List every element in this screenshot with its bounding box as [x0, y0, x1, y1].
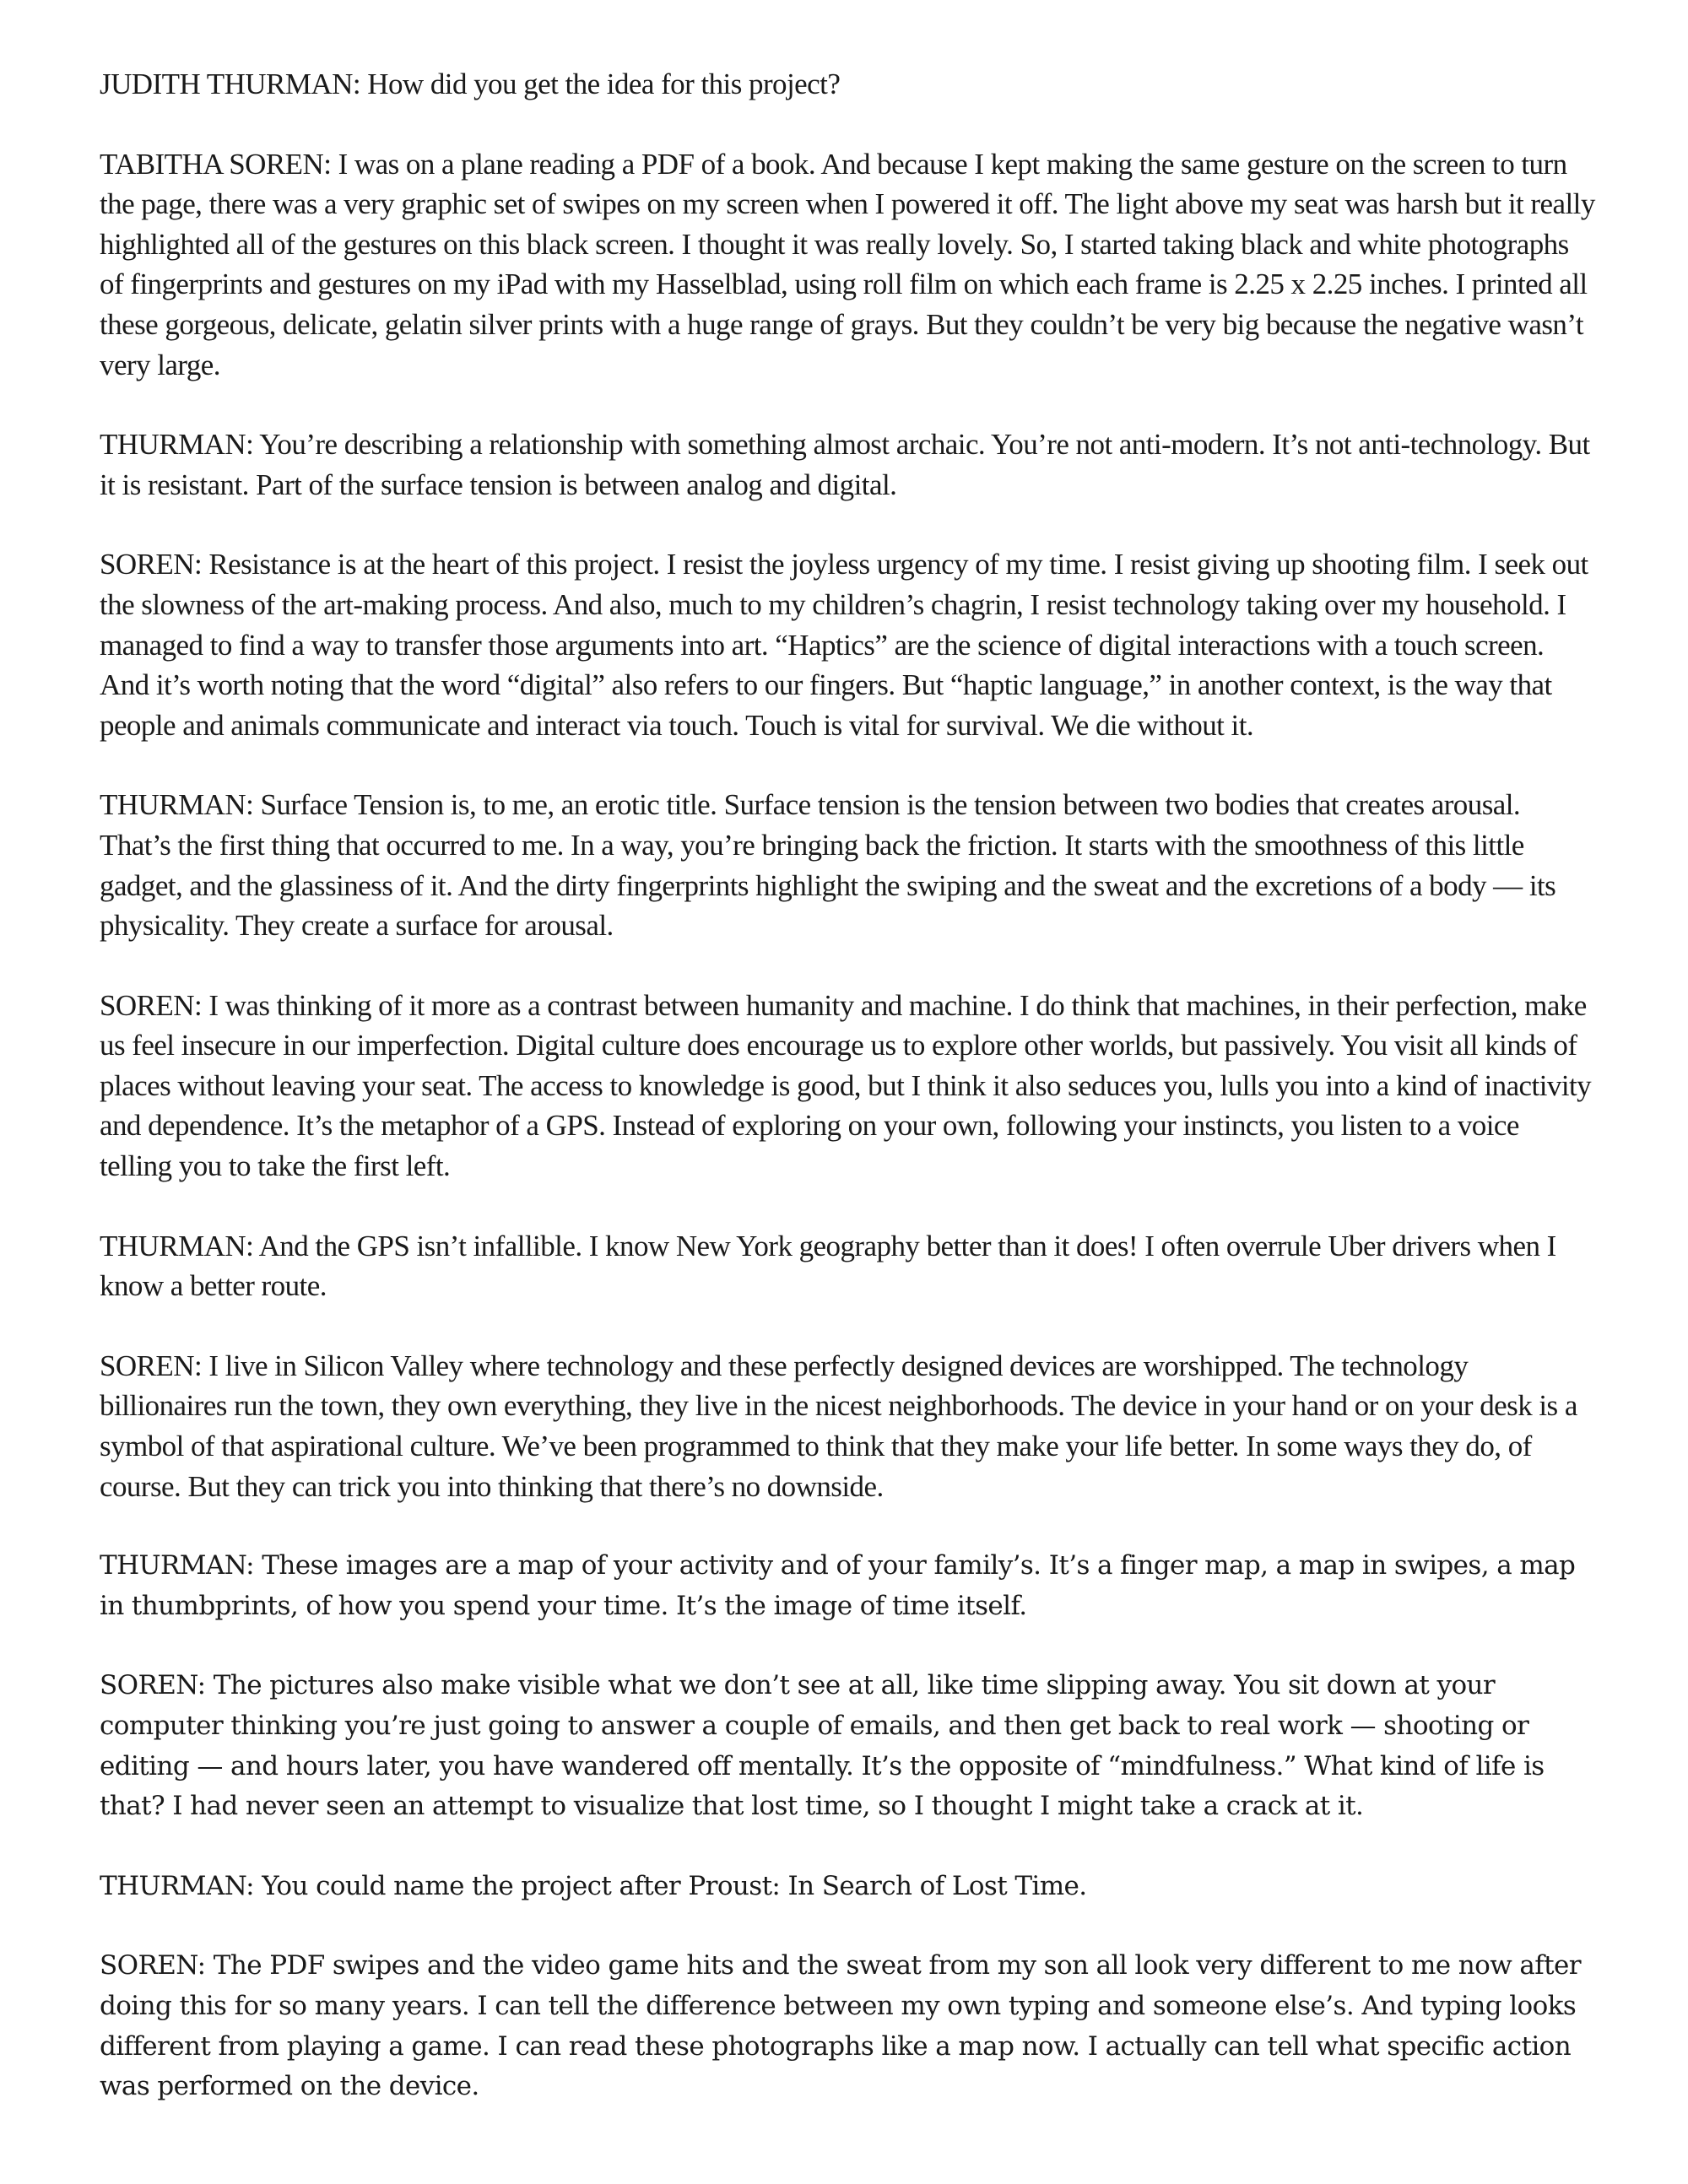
interview-paragraph	[100, 424, 1595, 505]
paragraph-text: You’re describing a relationship with something almost archaic. You’re not anti-modern. It’s not anti-technology. But it is resistant. Part of the surface tension is between analog and digital.	[100, 428, 1590, 501]
interview-paragraph	[100, 1546, 1595, 1626]
interview-paragraph	[100, 144, 1595, 386]
interview-paragraph	[100, 1867, 1595, 1907]
paragraph-text: And the GPS isn’t infallible. I know New York geography better than it does! I often overrule Uber drivers when I know a better route.	[100, 1229, 1556, 1303]
speaker-name: THURMAN:	[100, 1870, 254, 1901]
speaker-name: SOREN:	[100, 1670, 206, 1701]
speaker-name: JUDITH THURMAN:	[100, 68, 361, 100]
paragraph-text: You could name the project after Proust: In Search of Lost Time.	[262, 1870, 1087, 1901]
speaker-name: THURMAN:	[100, 428, 254, 462]
speaker-name: SOREN:	[100, 1950, 206, 1981]
interview-paragraph	[100, 1666, 1595, 1826]
interview-paragraph	[100, 785, 1595, 945]
interview-paragraph	[100, 1226, 1595, 1306]
paragraph-text: The pictures also make visible what we don’t see at all, like time slipping away. You sit down at your computer thinking you’re just going to answer a couple of emails, and then get back to real work — shooting or editing — and hours later, you have wandered off mentally. It’s the opposite of “mindfulness.” What kind of life is that? I had never seen an attempt to visualize that lost time, so I thought I might take a crack at it.	[100, 1670, 1545, 1822]
interview-paragraph	[100, 986, 1595, 1187]
speaker-name: SOREN:	[100, 988, 203, 1022]
speaker-name: SOREN:	[100, 548, 203, 581]
paragraph-text: How did you get the idea for this project?	[367, 68, 841, 100]
interview-paragraph	[100, 544, 1595, 745]
paragraph-text: I live in Silicon Valley where technology and these perfectly designed devices are worshipped. The technology billionaires run the town, they own everything, they live in the nicest neighborhoods. The device in your hand or on your desk is a symbol of that aspirational culture. We’ve been programmed to think that they make your life better. In some ways they do, of course. But they can trick you into thinking that there’s no downside.	[100, 1349, 1577, 1503]
paragraph-text: The PDF swipes and the video game hits and the sweat from my son all look very different to me now after doing this for so many years. I can tell the difference between my own typing and someone else’s. And typing looks different from playing a game. I can read these photographs like a map now. I actually can tell what specific action was performed on the device.	[100, 1950, 1581, 2102]
paragraph-text: Resistance is at the heart of this project. I resist the joyless urgency of my time. I resist giving up shooting film. I seek out the slowness of the art-making process. And also, much to my children’s chagrin, I resist technology taking over my household. I managed to find a way to transfer those arguments into art. “Haptics” are the science of digital interactions with a touch screen. And it’s worth noting that the word “digital” also refers to our fingers. But “haptic language,” in another context, is the way that people and animals communicate and interact via touch. Touch is vital for survival. We die without it.	[100, 548, 1588, 742]
speaker-name: TABITHA SOREN:	[100, 147, 332, 181]
interview-paragraph	[100, 64, 1595, 105]
speaker-name: SOREN:	[100, 1349, 203, 1382]
speaker-name: THURMAN:	[100, 1550, 254, 1581]
paragraph-text: Surface Tension is, to me, an erotic title. Surface tension is the tension between two bodies that creates arousal. That’s the first thing that occurred to me. In a way, you’re bringing back the friction. It starts with the smoothness of this little gadget, and the glassiness of it. And the dirty fingerprints highlight the swiping and the sweat and the excretions of a body — its physicality. They create a surface for arousal.	[100, 788, 1556, 943]
interview-document	[100, 64, 1595, 2147]
interview-paragraph	[100, 1346, 1595, 1506]
paragraph-text: I was on a plane reading a PDF of a book. And because I kept making the same gesture on the screen to turn the page, there was a very graphic set of swipes on my screen when I powered it off. The light above my seat was harsh but it really highlighted all of the gestures on this black screen. I thought it was really lovely. So, I started taking black and white photographs of fingerprints and gestures on my iPad with my Hasselblad, using roll film on which each frame is 2.25 x 2.25 inches. I printed all these gorgeous, delicate, gelatin silver prints with a huge range of grays. But they couldn’t be very big because the negative wasn’t very large.	[100, 147, 1595, 381]
speaker-name: THURMAN:	[100, 1229, 254, 1262]
speaker-name: THURMAN:	[100, 788, 254, 822]
interview-paragraph	[100, 1946, 1595, 2106]
paragraph-text: I was thinking of it more as a contrast between humanity and machine. I do think that machines, in their perfection, make us feel insecure in our imperfection. Digital culture does encourage us to explore other worlds, but passively. You visit all kinds of places without leaving your seat. The access to knowledge is good, but I think it also seduces you, lulls you into a kind of inactivity and dependence. It’s the metaphor of a GPS. Instead of exploring on your own, following your instincts, you listen to a voice telling you to take the first left.	[100, 988, 1592, 1183]
paragraph-text: These images are a map of your activity and of your family’s. It’s a finger map, a map in swipes, a map in thumbprints, of how you spend your time. It’s the image of time itself.	[100, 1550, 1576, 1621]
